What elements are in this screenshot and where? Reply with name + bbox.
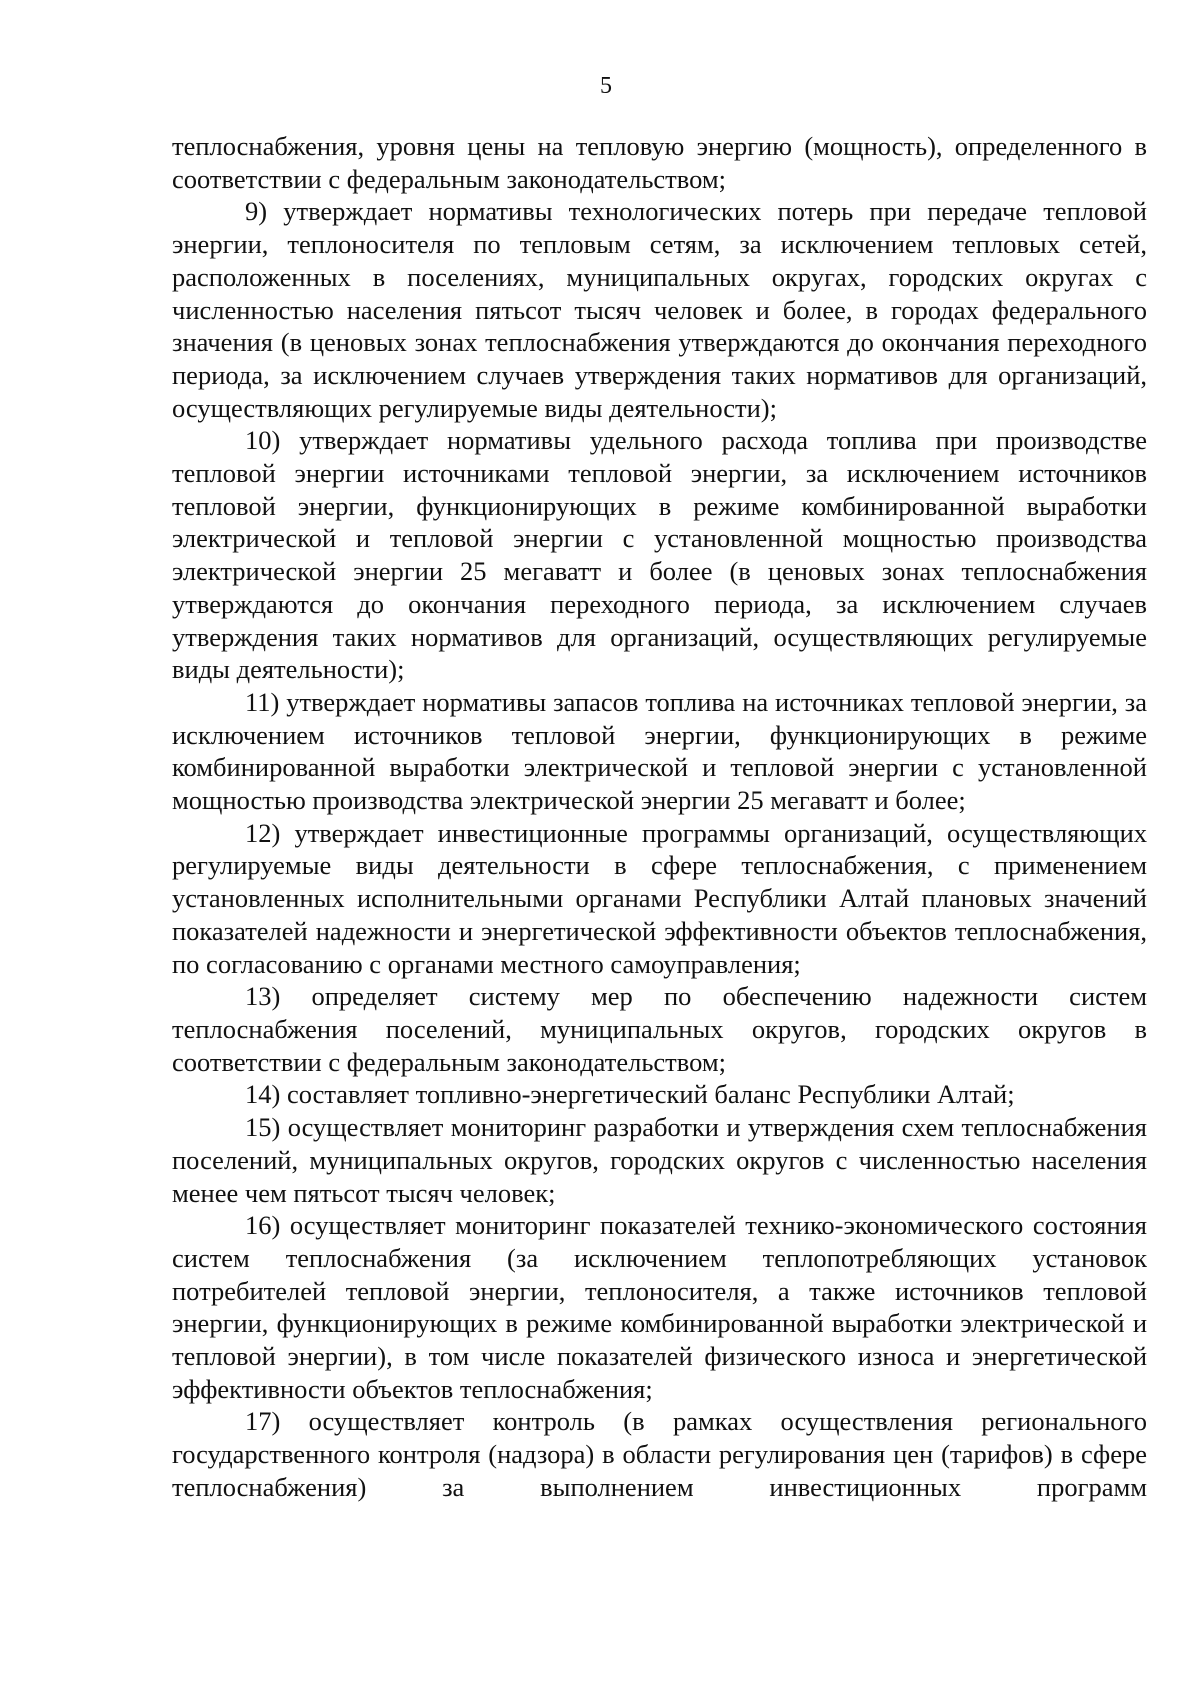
paragraph-item-10: 10) утверждает нормативы удельного расхода топлива при производстве тепловой энергии источниками тепловой энергии, за исключением источников тепловой энергии, функционирующих в режиме комбинированной выработки электрической и тепловой энергии с установленной мощностью производства электрической энергии 25 мегаватт и более (в ценовых зонах теплоснабжения утверждаются до окончания переходного периода, за исключением случаев утверждения таких нормативов для организаций, осуществляющих регулируемые виды деятельности); [172,425,1147,685]
page-number: 5 [600,73,612,99]
paragraph-item-13: 13) определяет систему мер по обеспечению надежности систем теплоснабжения поселений, муниципальных округов, городских округов в соответствии с федеральным законодательством; [172,981,1147,1077]
paragraph-item-9: 9) утверждает нормативы технологических потерь при передаче тепловой энергии, теплоносителя по тепловым сетям, за исключением тепловых сетей, расположенных в поселениях, муниципальных округах, городских округах с численностью населения пятьсот тысяч человек и более, в городах федерального значения (в ценовых зонах теплоснабжения утверждаются до окончания переходного периода, за исключением случаев утверждения таких нормативов для организаций, осуществляющих регулируемые виды деятельности); [172,196,1147,423]
paragraph-item-15: 15) осуществляет мониторинг разработки и утверждения схем теплоснабжения поселений, муниципальных округов, городских округов с численностью населения менее чем пятьсот тысяч человек; [172,1112,1147,1208]
document-body [172,130,1147,1504]
paragraph-item-14: 14) составляет топливно-энергетический баланс Республики Алтай; [245,1079,1015,1110]
paragraph-item-16: 16) осуществляет мониторинг показателей технико-экономического состояния систем теплоснабжения (за исключением теплопотребляющих установок потребителей тепловой энергии, теплоносителя, а также источников тепловой энергии, функционирующих в режиме комбинированной выработки электрической и тепловой энергии), в том числе показателей физического износа и энергетической эффективности объектов теплоснабжения; [172,1210,1147,1404]
paragraph-item-17: 17) осуществляет контроль (в рамках осуществления регионального государственного контроля (надзора) в области регулирования цен (тарифов) в сфере теплоснабжения) за выполнением инвестиционных программ [172,1406,1147,1502]
paragraph-continuation: теплоснабжения, уровня цены на тепловую энергию (мощность), определенного в соответствии с федеральным законодательством; [172,131,1147,194]
paragraph-item-12: 12) утверждает инвестиционные программы организаций, осуществляющих регулируемые виды деятельности в сфере теплоснабжения, с применением установленных исполнительными органами Республики Алтай плановых значений показателей надежности и энергетической эффективности объектов теплоснабжения, по согласованию с органами местного самоуправления; [172,817,1147,979]
paragraph-item-11: 11) утверждает нормативы запасов топлива на источниках тепловой энергии, за исключением источников тепловой энергии, функционирующих в режиме комбинированной выработки электрической и тепловой энергии с установленной мощностью производства электрической энергии 25 мегаватт и более; [172,686,1147,816]
